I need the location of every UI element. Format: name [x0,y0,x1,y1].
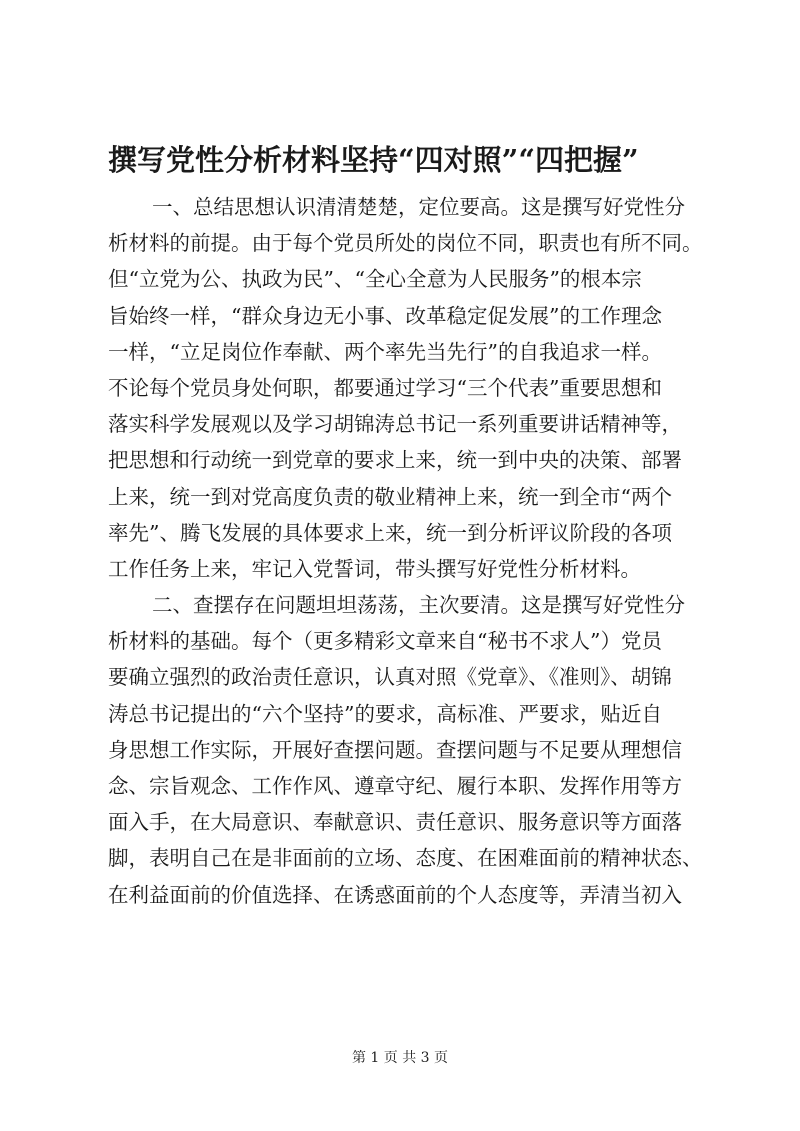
paragraph-1-line-10: 率先”、腾飞发展的具体要求上来，统一到分析评议阶段的各项 [108,520,672,545]
paragraph-1-line-7: 落实科学发展观以及学习胡锦涛总书记一系列重要讲话精神等， [108,412,682,437]
paragraph-1-line-6: 不论每个党员身处何职，都要通过学习“三个代表”重要思想和 [108,375,662,400]
paragraph-2-line-4: 涛总书记提出的“六个坚持”的要求，高标准、严要求，贴近自 [108,701,662,726]
paragraph-2-line-7: 面入手，在大局意识、奉献意识、责任意识、服务意识等方面落 [108,810,682,835]
paragraph-1-line-5: 一样，“立足岗位作奉献、两个率先当先行”的自我追求一样。 [108,339,662,364]
paragraph-1-line-3: 但“立党为公、执政为民”、“全心全意为人民服务”的根本宗 [108,267,642,292]
page-title: 撰写党性分析材料坚持“四对照”“四把握” [108,143,639,177]
paragraph-1-line-11: 工作任务上来，牢记入党誓词，带头撰写好党性分析材料。 [108,556,641,581]
paragraph-2-line-2: 析材料的基础。每个（更多精彩文章来自“秘书不求人”）党员 [108,629,662,654]
page-footer: 第 1 页 共 3 页 [351,1050,449,1066]
paragraph-1-line-9: 上来，统一到对党高度负责的敬业精神上来，统一到全市“两个 [108,484,672,509]
paragraph-1-line-8: 把思想和行动统一到党章的要求上来，统一到中央的决策、部署 [108,448,682,473]
paragraph-1-line-1: 一、总结思想认识清清楚楚，定位要高。这是撰写好党性分 [152,195,685,219]
paragraph-2-line-9: 在利益面前的价值选择、在诱惑面前的个人态度等，弄清当初入 [108,882,682,907]
paragraph-1-line-4: 旨始终一样，“群众身边无小事、改革稳定促发展”的工作理念 [108,303,662,328]
paragraph-2-line-3: 要确立强烈的政治责任意识，认真对照《党章》、《准则》、胡锦 [108,665,672,690]
paragraph-2-line-1: 二、查摆存在问题坦坦荡荡，主次要清。这是撰写好党性分 [152,593,685,618]
paragraph-2-line-6: 念、宗旨观念、工作作风、遵章守纪、履行本职、发挥作用等方 [108,774,682,798]
body-text [108,189,720,913]
paragraph-2-line-5: 身思想工作实际，开展好查摆问题。查摆问题与不足要从理想信 [108,737,682,762]
paragraph-2-line-8: 脚，表明自己在是非面前的立场、态度、在困难面前的精神状态、 [108,846,703,871]
paragraph-1-line-2: 析材料的前提。由于每个党员所处的岗位不同，职责也有所不同。 [108,231,703,256]
